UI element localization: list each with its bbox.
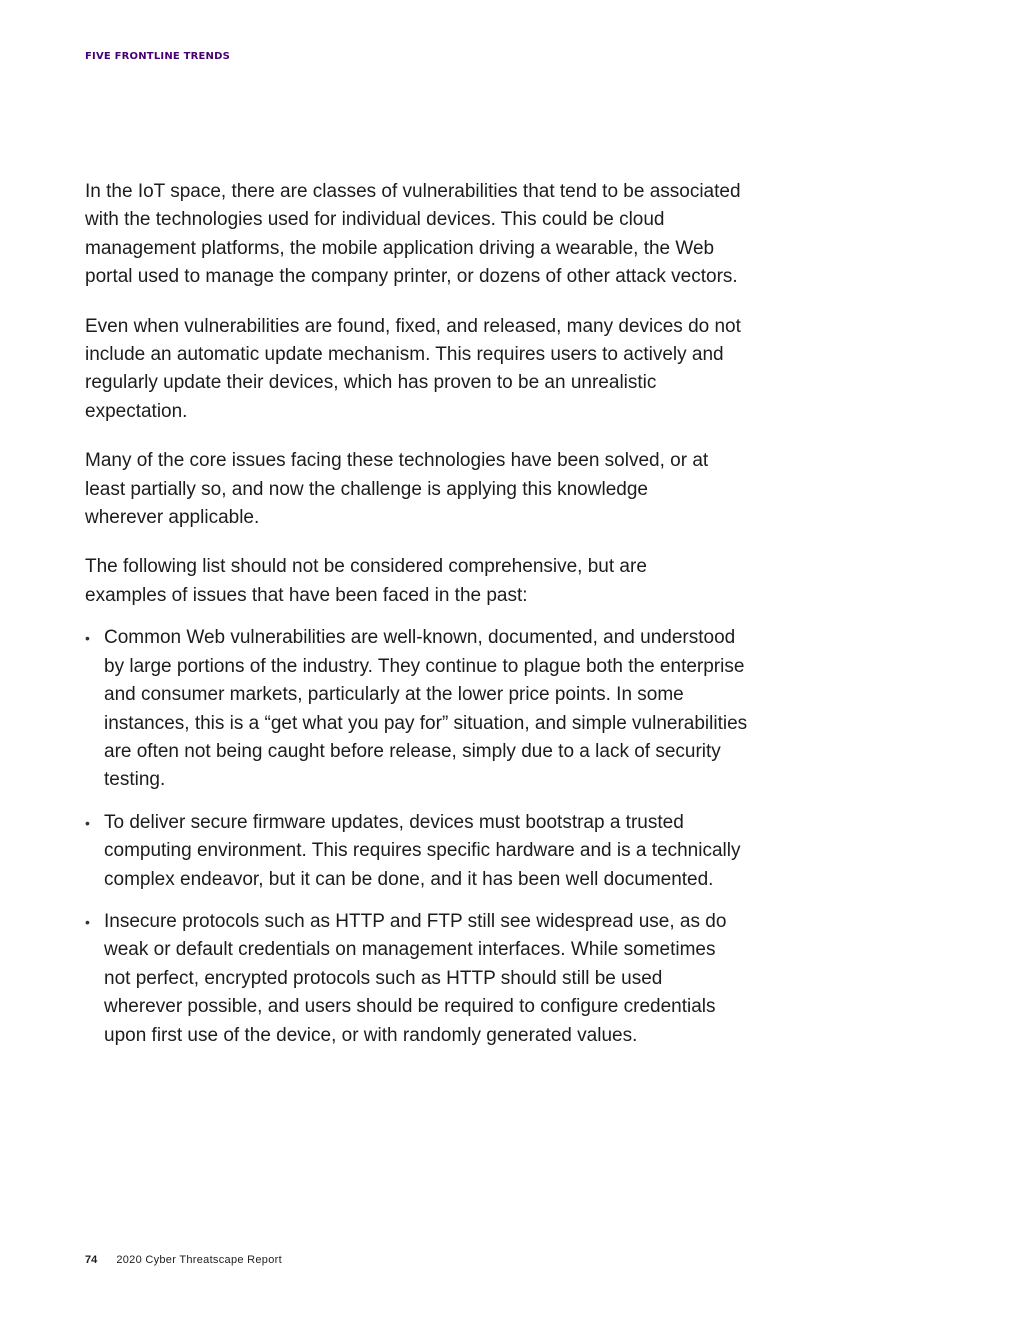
paragraph: In the IoT space, there are classes of vulnerabilities that tend to be associated with the technologies used for individual devices. This could be cloud management platforms, the mobile application driving a wearable, the Web portal used to manage the company printer, or dozens of other attack vectors. bbox=[85, 181, 741, 288]
paragraph: The following list should not be considered comprehensive, but are examples of issues that have been faced in the past: bbox=[85, 556, 647, 606]
page-footer bbox=[85, 1254, 282, 1266]
page-number: 74 bbox=[85, 1254, 98, 1266]
bullet-icon: • bbox=[85, 630, 90, 647]
paragraph: Many of the core issues facing these technologies have been solved, or at least partially so, and now the challenge is applying this knowledge wherever applicable. bbox=[85, 450, 709, 529]
list-item bbox=[85, 908, 734, 1050]
list-item-text: Common Web vulnerabilities are well-known, documented, and understood by large portions of the industry. They continue to plague both the enterprise and consumer markets, particularly at the lower price points. In some instances, this is a “get what you pay for” situation, and simple vulnerabilities are often not being caught before release, simply due to a lack of security testing. bbox=[104, 627, 748, 791]
section-label: FIVE FRONTLINE TRENDS bbox=[85, 51, 231, 62]
bullet-icon: • bbox=[85, 913, 90, 930]
list-item bbox=[85, 809, 752, 894]
bullet-icon: • bbox=[85, 814, 90, 831]
report-name: 2020 Cyber Threatscape Report bbox=[116, 1254, 282, 1266]
paragraph: Even when vulnerabilities are found, fixed, and released, many devices do not include an automatic update mechanism. This requires users to actively and regularly update their devices, which has proven to be an unrealistic expectation. bbox=[85, 315, 741, 422]
list-item-text: Insecure protocols such as HTTP and FTP still see widespread use, as do weak or default credentials on management interfaces. While sometimes not perfect, encrypted protocols such as HTTP should still be used wherever possible, and users should be required to configure credentials upon first use of the device, or with randomly generated values. bbox=[104, 910, 727, 1046]
list-item-text: To deliver secure firmware updates, devices must bootstrap a trusted computing environment. This requires specific hardware and is a technically complex endeavor, but it can be done, and it has been well documented. bbox=[104, 811, 741, 890]
bullet-list bbox=[85, 624, 755, 1050]
list-item bbox=[85, 624, 752, 794]
article-body bbox=[85, 178, 755, 1064]
